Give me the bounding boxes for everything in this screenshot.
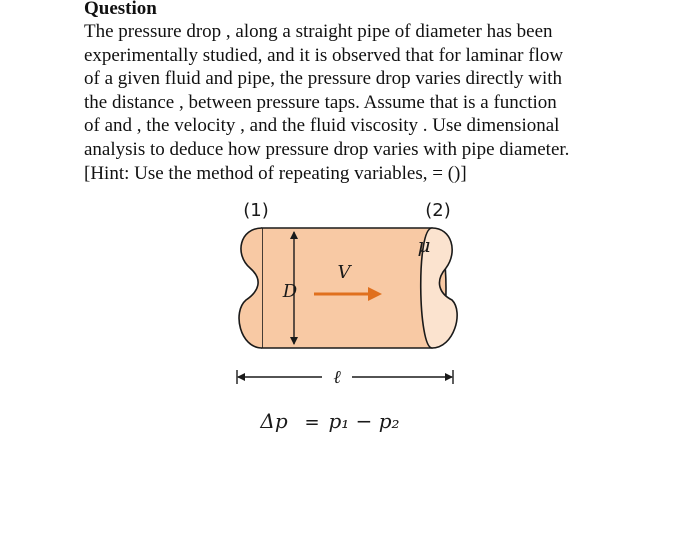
question-line-4: the distance , between pressure taps. Assume that is a function — [84, 91, 557, 113]
viscosity-label: μ — [417, 233, 431, 257]
question-line-5: of and , the velocity , and the fluid viscosity . Use dimensional — [84, 115, 560, 137]
length-label: ℓ — [333, 367, 341, 388]
velocity-label: V — [337, 262, 351, 283]
question-line-6: analysis to deduce how pressure drop varies with pipe diameter. — [84, 138, 570, 160]
pressure-drop-lhs: Δp — [260, 409, 288, 433]
pipe-diagram — [220, 196, 480, 446]
question-line-2: experimentally studied, and it is observed that for laminar flow — [84, 44, 564, 66]
question-line-1: The pressure drop , along a straight pipe of diameter has been — [84, 21, 553, 42]
pressure-drop-equals: = — [304, 412, 320, 433]
section-1-label: (1) — [243, 200, 269, 221]
pipe-figure — [220, 196, 480, 446]
pipe-left-break — [239, 228, 262, 348]
question-heading: Question — [84, 0, 157, 19]
question-line-7: [Hint: Use the method of repeating variables, = ()] — [84, 162, 467, 184]
section-2-label: (2) — [425, 200, 451, 221]
question-block — [84, 0, 664, 185]
question-line-3: of a given fluid and pipe, the pressure drop varies directly with — [84, 68, 563, 90]
diameter-label: D — [282, 281, 298, 302]
pressure-drop-rhs: p₁ − p₂ — [328, 409, 400, 433]
